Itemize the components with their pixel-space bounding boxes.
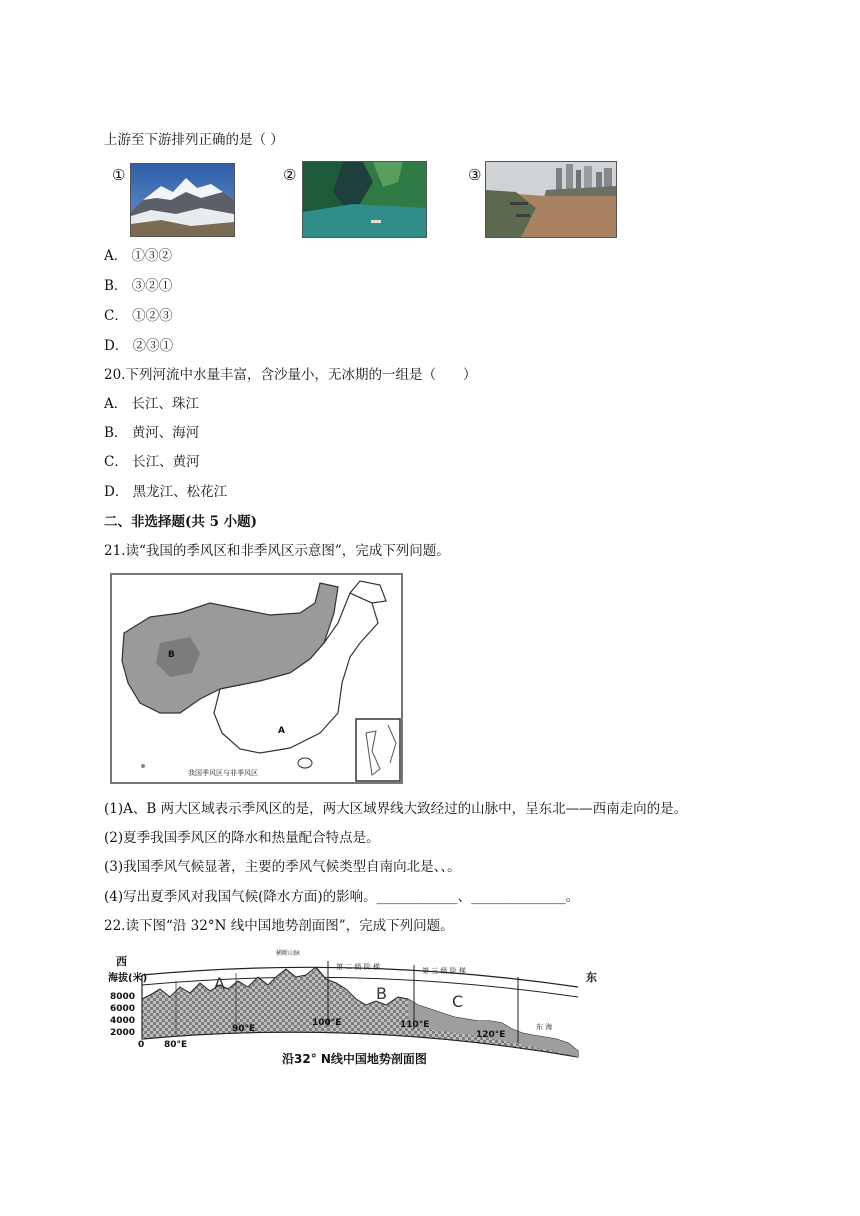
map-caption: 我国季风区与非季风区 [188, 769, 258, 777]
profile-east: 东 [586, 971, 597, 984]
lon-tick-120: 120°E [476, 1030, 506, 1040]
lon-tick-110: 110°E [400, 1020, 430, 1030]
profile-letter-b: B [376, 984, 387, 1003]
q19-option-b: B． ③②① [104, 278, 173, 294]
q19-stem: 上游至下游排列正确的是（ ） [104, 132, 284, 148]
q20-option-b: B． 黄河、海河 [104, 425, 200, 441]
profile-elev-label: 海拔(米) [108, 973, 148, 984]
q21-sub-1: (1)A、B 两大区域表示季风区的是，两大区域界线大致经过的山脉中，呈东北——西南走向的是。 [104, 801, 688, 817]
photo-3-label: ③ [468, 166, 482, 184]
lon-tick-90: 90°E [232, 1024, 256, 1034]
profile-west: 西 [116, 955, 127, 968]
photo-snow-mountain [130, 163, 235, 237]
profile-step3: 第 三 级 阶 梯 [422, 967, 466, 975]
q20-option-a: A． 长江、珠江 [104, 396, 200, 412]
q19-option-c: C． ①②③ [104, 308, 173, 324]
terrain-profile [108, 947, 604, 1069]
q20-option-d: D． 黑龙江、松花江 [104, 484, 228, 500]
elev-tick-0: 0 [138, 1040, 145, 1050]
photo-2-label: ② [283, 166, 297, 184]
map-label-a: A [278, 726, 285, 736]
profile-letter-a: A [214, 974, 225, 993]
elev-tick-4000: 4000 [110, 1016, 136, 1026]
profile-caption: 沿32° N线中国地势剖面图 [282, 1052, 427, 1066]
q21-stem: 21.读“我国的季风区和非季风区示意图”，完成下列问题。 [104, 543, 450, 559]
profile-sea: 东 海 [536, 1023, 553, 1031]
monsoon-map [110, 573, 403, 784]
elev-tick-2000: 2000 [110, 1028, 136, 1038]
profile-letter-c: C [452, 992, 464, 1011]
q22-stem: 22.读下图“沿 32°N 线中国地势剖面图”，完成下列问题。 [104, 918, 454, 934]
map-label-b: B [168, 650, 175, 660]
elev-tick-8000: 8000 [110, 992, 136, 1002]
q19-option-d: D． ②③① [104, 338, 174, 354]
profile-step2: 第 二 级 阶 梯 [336, 963, 380, 971]
q20-stem: 20.下列河流中水量丰富，含沙量小，无冰期的一组是（ ） [104, 367, 477, 383]
lon-tick-80: 80°E [164, 1040, 188, 1050]
q21-sub-3: (3)我国季风气候显著，主要的季风气候类型自南向北是、、。 [104, 859, 461, 875]
lon-tick-100: 100°E [312, 1018, 342, 1028]
profile-top-label: 横断山脉 [276, 950, 301, 957]
section-title: 二、非选择题(共 5 小题) [104, 514, 258, 530]
elev-tick-6000: 6000 [110, 1004, 136, 1014]
q19-option-a: A． ①③② [104, 248, 173, 264]
q20-option-c: C． 长江、黄河 [104, 454, 200, 470]
photo-river-gorge [302, 161, 427, 238]
photo-1-label: ① [112, 166, 126, 184]
q21-sub-2: (2)夏季我国季风区的降水和热量配合特点是。 [104, 830, 380, 846]
q21-sub-4: (4)写出夏季风对我国气候(降水方面)的影响。____________、______________。 [104, 889, 580, 905]
photo-city-river [485, 161, 617, 238]
